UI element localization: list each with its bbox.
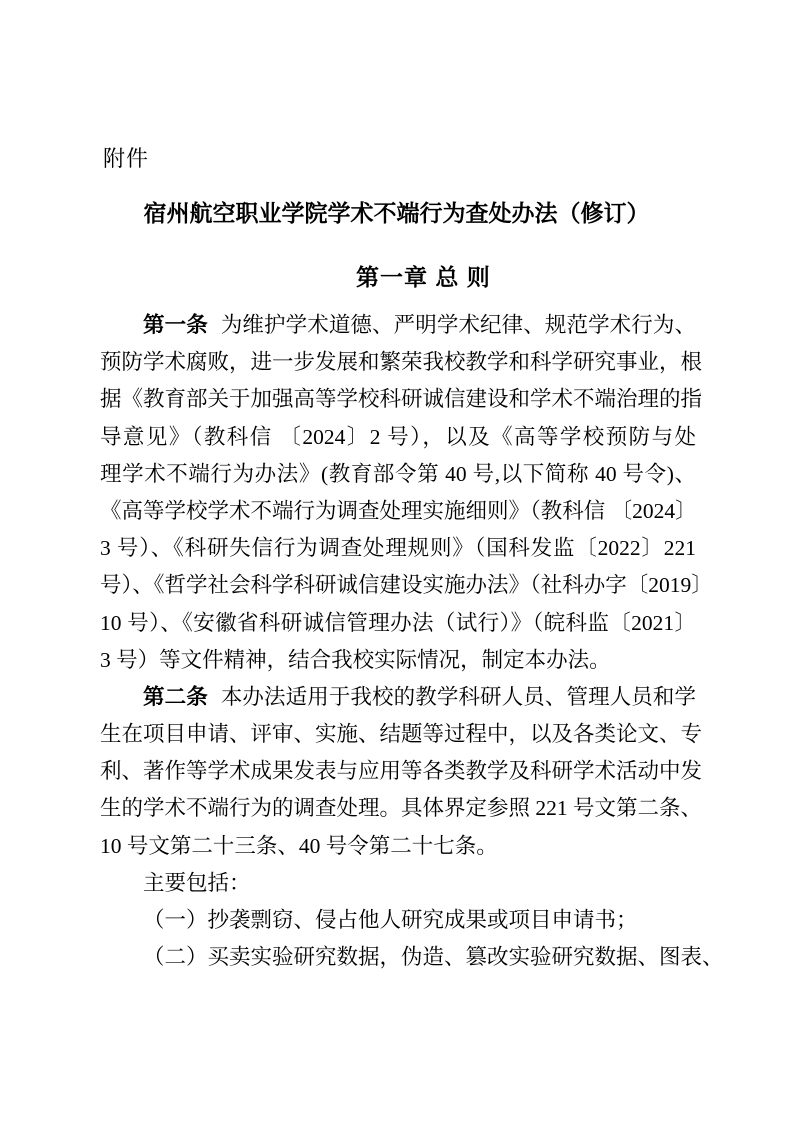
attachment-label: 附件 bbox=[103, 146, 150, 171]
article-1-opening: 为维护学术道德、严明学术纪律、规范学术行为、 bbox=[220, 313, 696, 337]
article-2-line-2: 生在项目申请、评审、实施、结题等过程中，以及各类论文、专 bbox=[100, 722, 703, 747]
article-1-line-9: 10 号）、《安徽省科研诚信管理办法（试行）》（皖科监〔2021〕 bbox=[100, 610, 696, 635]
item-2-line: （二）买卖实验研究数据，伪造、篡改实验研究数据、图表、 bbox=[143, 945, 724, 970]
article-1-line-2: 预防学术腐败，进一步发展和繁荣我校教学和科学研究事业，根 bbox=[100, 350, 703, 375]
article-1-line-3: 据《教育部关于加强高等学校科研诚信建设和学术不端治理的指 bbox=[100, 387, 703, 412]
chapter-heading: 第一章 总 则 bbox=[356, 264, 491, 290]
article-1-line-8: 号）、《哲学社会科学科研诚信建设实施办法》（社科办字〔2019〕 bbox=[100, 573, 713, 598]
article-1-line-5: 理学术不端行为办法》(教育部令第 40 号,以下简称 40 号令)、 bbox=[100, 461, 696, 486]
article-1-line-1 bbox=[100, 307, 696, 344]
article-2-line-3: 利、著作等学术成果发表与应用等各类教学及科研学术活动中发 bbox=[100, 759, 703, 784]
article-2-number: 第二条 bbox=[143, 684, 208, 709]
article-2-opening: 本办法适用于我校的教学科研人员、管理人员和学 bbox=[220, 684, 696, 709]
article-1-line-7: 3 号）、《科研失信行为调查处理规则》（国科发监〔2022〕221 bbox=[100, 536, 696, 561]
include-intro-line: 主要包括： bbox=[143, 870, 251, 895]
article-2-line-4: 生的学术不端行为的调查处理。具体界定参照 221 号文第二条、 bbox=[100, 796, 703, 821]
article-1-line-4: 导意见》（教科信 〔2024〕2 号），以及《高等学校预防与处 bbox=[100, 424, 696, 449]
article-1-line-6: 《高等学校学术不端行为调查处理实施细则》（教科信 〔2024〕 bbox=[100, 498, 697, 523]
document-title: 宿州航空职业学院学术不端行为查处办法（修订） bbox=[143, 201, 650, 226]
item-1-line: （一）抄袭剽窃、侵占他人研究成果或项目申请书； bbox=[143, 908, 638, 932]
article-2-line-5: 10 号文第二十三条、40 号令第二十七条。 bbox=[100, 833, 498, 858]
article-1-number: 第一条 bbox=[143, 313, 208, 337]
article-2-line-1 bbox=[100, 679, 696, 716]
document-body bbox=[100, 307, 724, 976]
article-1-line-10: 3 号）等文件精神，结合我校实际情况，制定本办法。 bbox=[100, 647, 611, 672]
